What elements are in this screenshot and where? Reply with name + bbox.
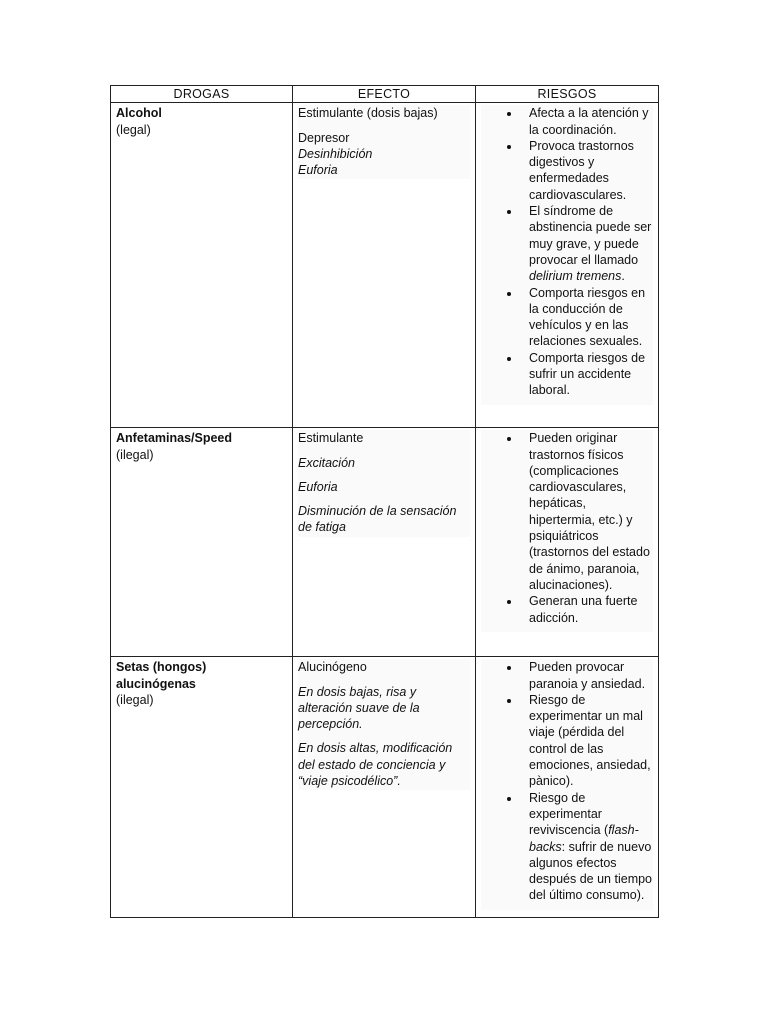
drug-status: (ilegal) xyxy=(116,447,154,462)
drug-cell xyxy=(111,103,293,428)
risk-item: Pueden provocar paranoia y ansiedad. xyxy=(481,659,653,692)
risk-item: Pueden originar trastornos físicos (complicaciones cardiovasculares, hepáticas, hipertermia, etc.) y psiquiátricos (trastornos del estado de ánimo, paranoia, alucinaciones). xyxy=(481,430,653,593)
effect-main: Alucinógeno xyxy=(298,660,367,675)
header-efecto: EFECTO xyxy=(293,86,476,103)
risks-list xyxy=(481,659,653,909)
risk-item xyxy=(481,790,653,904)
effect-detail: En dosis bajas, risa y alteración suave de la percepción. xyxy=(298,684,420,732)
effect-detail: En dosis altas, modificación del estado de conciencia y “viaje psicodélico”. xyxy=(298,741,453,789)
effect-main: Estimulante (dosis bajas) xyxy=(298,106,438,121)
effect-second: Depresor xyxy=(298,130,350,145)
risk-text: Riesgo de experimentar reviviscencia ( xyxy=(529,790,609,838)
effect-detail: Euforia xyxy=(298,479,338,494)
risk-text: : sufrir de nuevo algunos efectos después de un tiempo del último consumo). xyxy=(529,839,653,903)
effect-box xyxy=(298,659,470,790)
table-row-alcohol xyxy=(111,103,659,428)
risks-cell xyxy=(476,657,659,918)
risk-text-italic: delirium tremens xyxy=(529,269,622,284)
effect-detail: Euforia xyxy=(298,163,338,178)
risk-item: Generan una fuerte adicción. xyxy=(481,593,653,626)
effect-cell xyxy=(293,657,476,918)
table-header-row xyxy=(111,86,659,103)
risk-item: Afecta a la atención y la coordinación. xyxy=(481,105,653,138)
risk-item: Provoca trastornos digestivos y enfermedades cardiovasculares. xyxy=(481,138,653,203)
risk-item: Comporta riesgos de sufrir un accidente laboral. xyxy=(481,350,653,399)
drug-name: Alcohol xyxy=(116,106,162,121)
drug-name: Setas (hongos) alucinógenas xyxy=(116,660,207,691)
effect-cell xyxy=(293,103,476,428)
risk-item xyxy=(481,203,653,284)
effect-detail: Disminución de la sensación de fatiga xyxy=(298,504,457,535)
effect-cell xyxy=(293,428,476,657)
risk-text: . xyxy=(621,269,625,284)
drug-cell xyxy=(111,657,293,918)
table-row-setas xyxy=(111,657,659,918)
risk-item: Riesgo de experimentar un mal viaje (pérdida del control de las emociones, ansiedad, pànico). xyxy=(481,692,653,790)
risks-cell xyxy=(476,428,659,657)
drugs-table xyxy=(110,85,659,918)
effect-main: Estimulante xyxy=(298,431,364,446)
drug-cell xyxy=(111,428,293,657)
risk-item: Comporta riesgos en la conducción de vehículos y en las relaciones sexuales. xyxy=(481,285,653,350)
header-riesgos: RIESGOS xyxy=(476,86,659,103)
effect-detail: Excitación xyxy=(298,455,355,470)
effect-box xyxy=(298,105,470,179)
risks-list xyxy=(481,105,653,404)
drug-status: (legal) xyxy=(116,122,151,137)
effect-box xyxy=(298,430,470,536)
risks-list xyxy=(481,430,653,632)
drug-status: (ilegal) xyxy=(116,692,154,707)
header-drogas: DROGAS xyxy=(111,86,293,103)
risks-cell xyxy=(476,103,659,428)
risk-text-italic: flash-backs xyxy=(529,823,639,854)
table-row-anfetaminas xyxy=(111,428,659,657)
drug-name: Anfetaminas/Speed xyxy=(116,431,233,446)
effect-detail: Desinhibición xyxy=(298,146,373,161)
risk-text: El síndrome de abstinencia puede ser muy grave, y puede provocar el llamado xyxy=(529,204,652,267)
